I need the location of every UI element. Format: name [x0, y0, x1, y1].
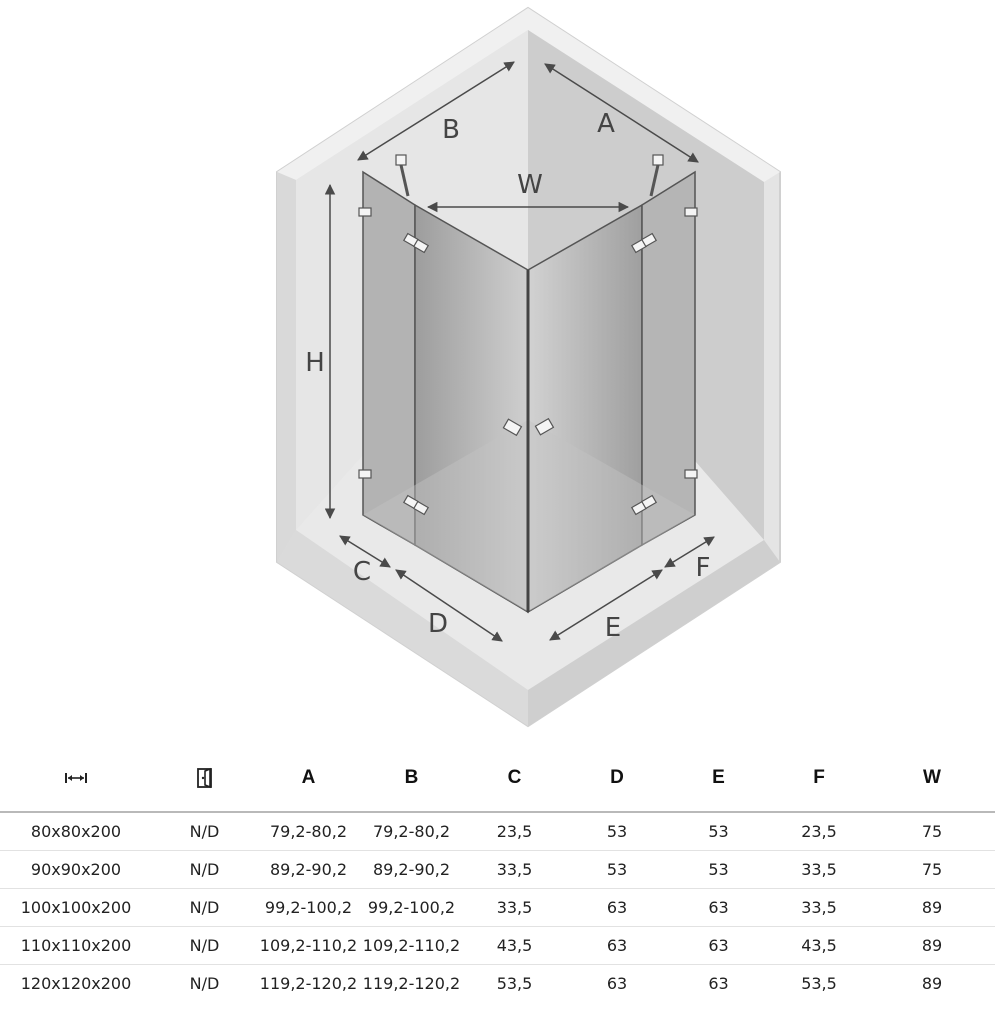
label-b: B — [442, 115, 460, 145]
header-b: B — [360, 745, 463, 812]
width-arrows-icon — [64, 771, 88, 785]
cell-f: 33,5 — [769, 889, 869, 927]
cell-d: 53 — [566, 812, 668, 851]
cell-b: 99,2-100,2 — [360, 889, 463, 927]
cell-w: 89 — [869, 927, 995, 965]
cell-f: 53,5 — [801, 974, 837, 993]
cell-d: 63 — [606, 974, 628, 993]
cell-a: 109,2-110,2 — [257, 927, 360, 965]
cell-e: 53 — [668, 812, 769, 851]
cell-w: 75 — [869, 851, 995, 889]
cell-door: N/D — [152, 851, 257, 889]
left-outer-side — [277, 172, 296, 562]
label-h: H — [305, 348, 325, 378]
label-f: F — [695, 553, 711, 583]
cell-size: 120x120x200 — [20, 974, 132, 993]
cell-f: 23,5 — [769, 812, 869, 851]
cell-a: 89,2-90,2 — [257, 851, 360, 889]
cell-w: 89 — [869, 889, 995, 927]
header-size — [0, 745, 152, 812]
cell-b: 79,2-80,2 — [360, 812, 463, 851]
cell-a: 79,2-80,2 — [257, 812, 360, 851]
cell-c: 33,5 — [463, 851, 566, 889]
cell-b: 119,2-120,2 — [362, 974, 461, 993]
cell-e: 63 — [668, 927, 769, 965]
cell-c: 53,5 — [496, 974, 533, 993]
cell-e: 63 — [708, 974, 729, 993]
cell-size: 90x90x200 — [0, 851, 152, 889]
door-icon — [196, 767, 214, 789]
header-f: F — [769, 745, 869, 812]
cell-door: N/D — [189, 974, 220, 993]
header-a: A — [257, 745, 360, 812]
cell-f: 33,5 — [769, 851, 869, 889]
label-w: W — [517, 170, 543, 200]
cell-f: 43,5 — [769, 927, 869, 965]
cell-a: 119,2-120,2 — [259, 974, 358, 993]
label-a: A — [597, 109, 615, 139]
dimensions-table — [0, 745, 995, 1002]
cell-b: 89,2-90,2 — [360, 851, 463, 889]
header-c: C — [463, 745, 566, 812]
table-row — [0, 851, 995, 889]
table-row — [0, 965, 995, 1003]
table-header-row — [0, 745, 995, 812]
cell-e: 53 — [668, 851, 769, 889]
left-fixed-panel — [363, 172, 415, 545]
header-d: D — [566, 745, 668, 812]
right-fixed-panel — [642, 172, 695, 545]
cell-w: 75 — [869, 812, 995, 851]
cell-e: 63 — [668, 889, 769, 927]
label-e: E — [604, 613, 622, 643]
table-row — [0, 812, 995, 851]
cell-c: 23,5 — [463, 812, 566, 851]
cell-d: 53 — [566, 851, 668, 889]
table-row — [0, 889, 995, 927]
cell-a: 99,2-100,2 — [257, 889, 360, 927]
cell-c: 43,5 — [463, 927, 566, 965]
cell-size: 80x80x200 — [0, 812, 152, 851]
cell-c: 33,5 — [463, 889, 566, 927]
cell-d: 63 — [566, 927, 668, 965]
cell-door: N/D — [152, 927, 257, 965]
label-c: C — [352, 557, 372, 587]
cell-door: N/D — [152, 889, 257, 927]
cell-d: 63 — [566, 889, 668, 927]
cell-size: 110x110x200 — [0, 927, 152, 965]
header-door — [152, 745, 257, 812]
table-row — [0, 927, 995, 965]
cell-door: N/D — [152, 812, 257, 851]
header-e: E — [668, 745, 769, 812]
label-d: D — [427, 609, 449, 639]
cell-size: 100x100x200 — [0, 889, 152, 927]
cell-b: 109,2-110,2 — [360, 927, 463, 965]
cell-w: 89 — [921, 974, 943, 993]
header-w: W — [869, 745, 995, 812]
